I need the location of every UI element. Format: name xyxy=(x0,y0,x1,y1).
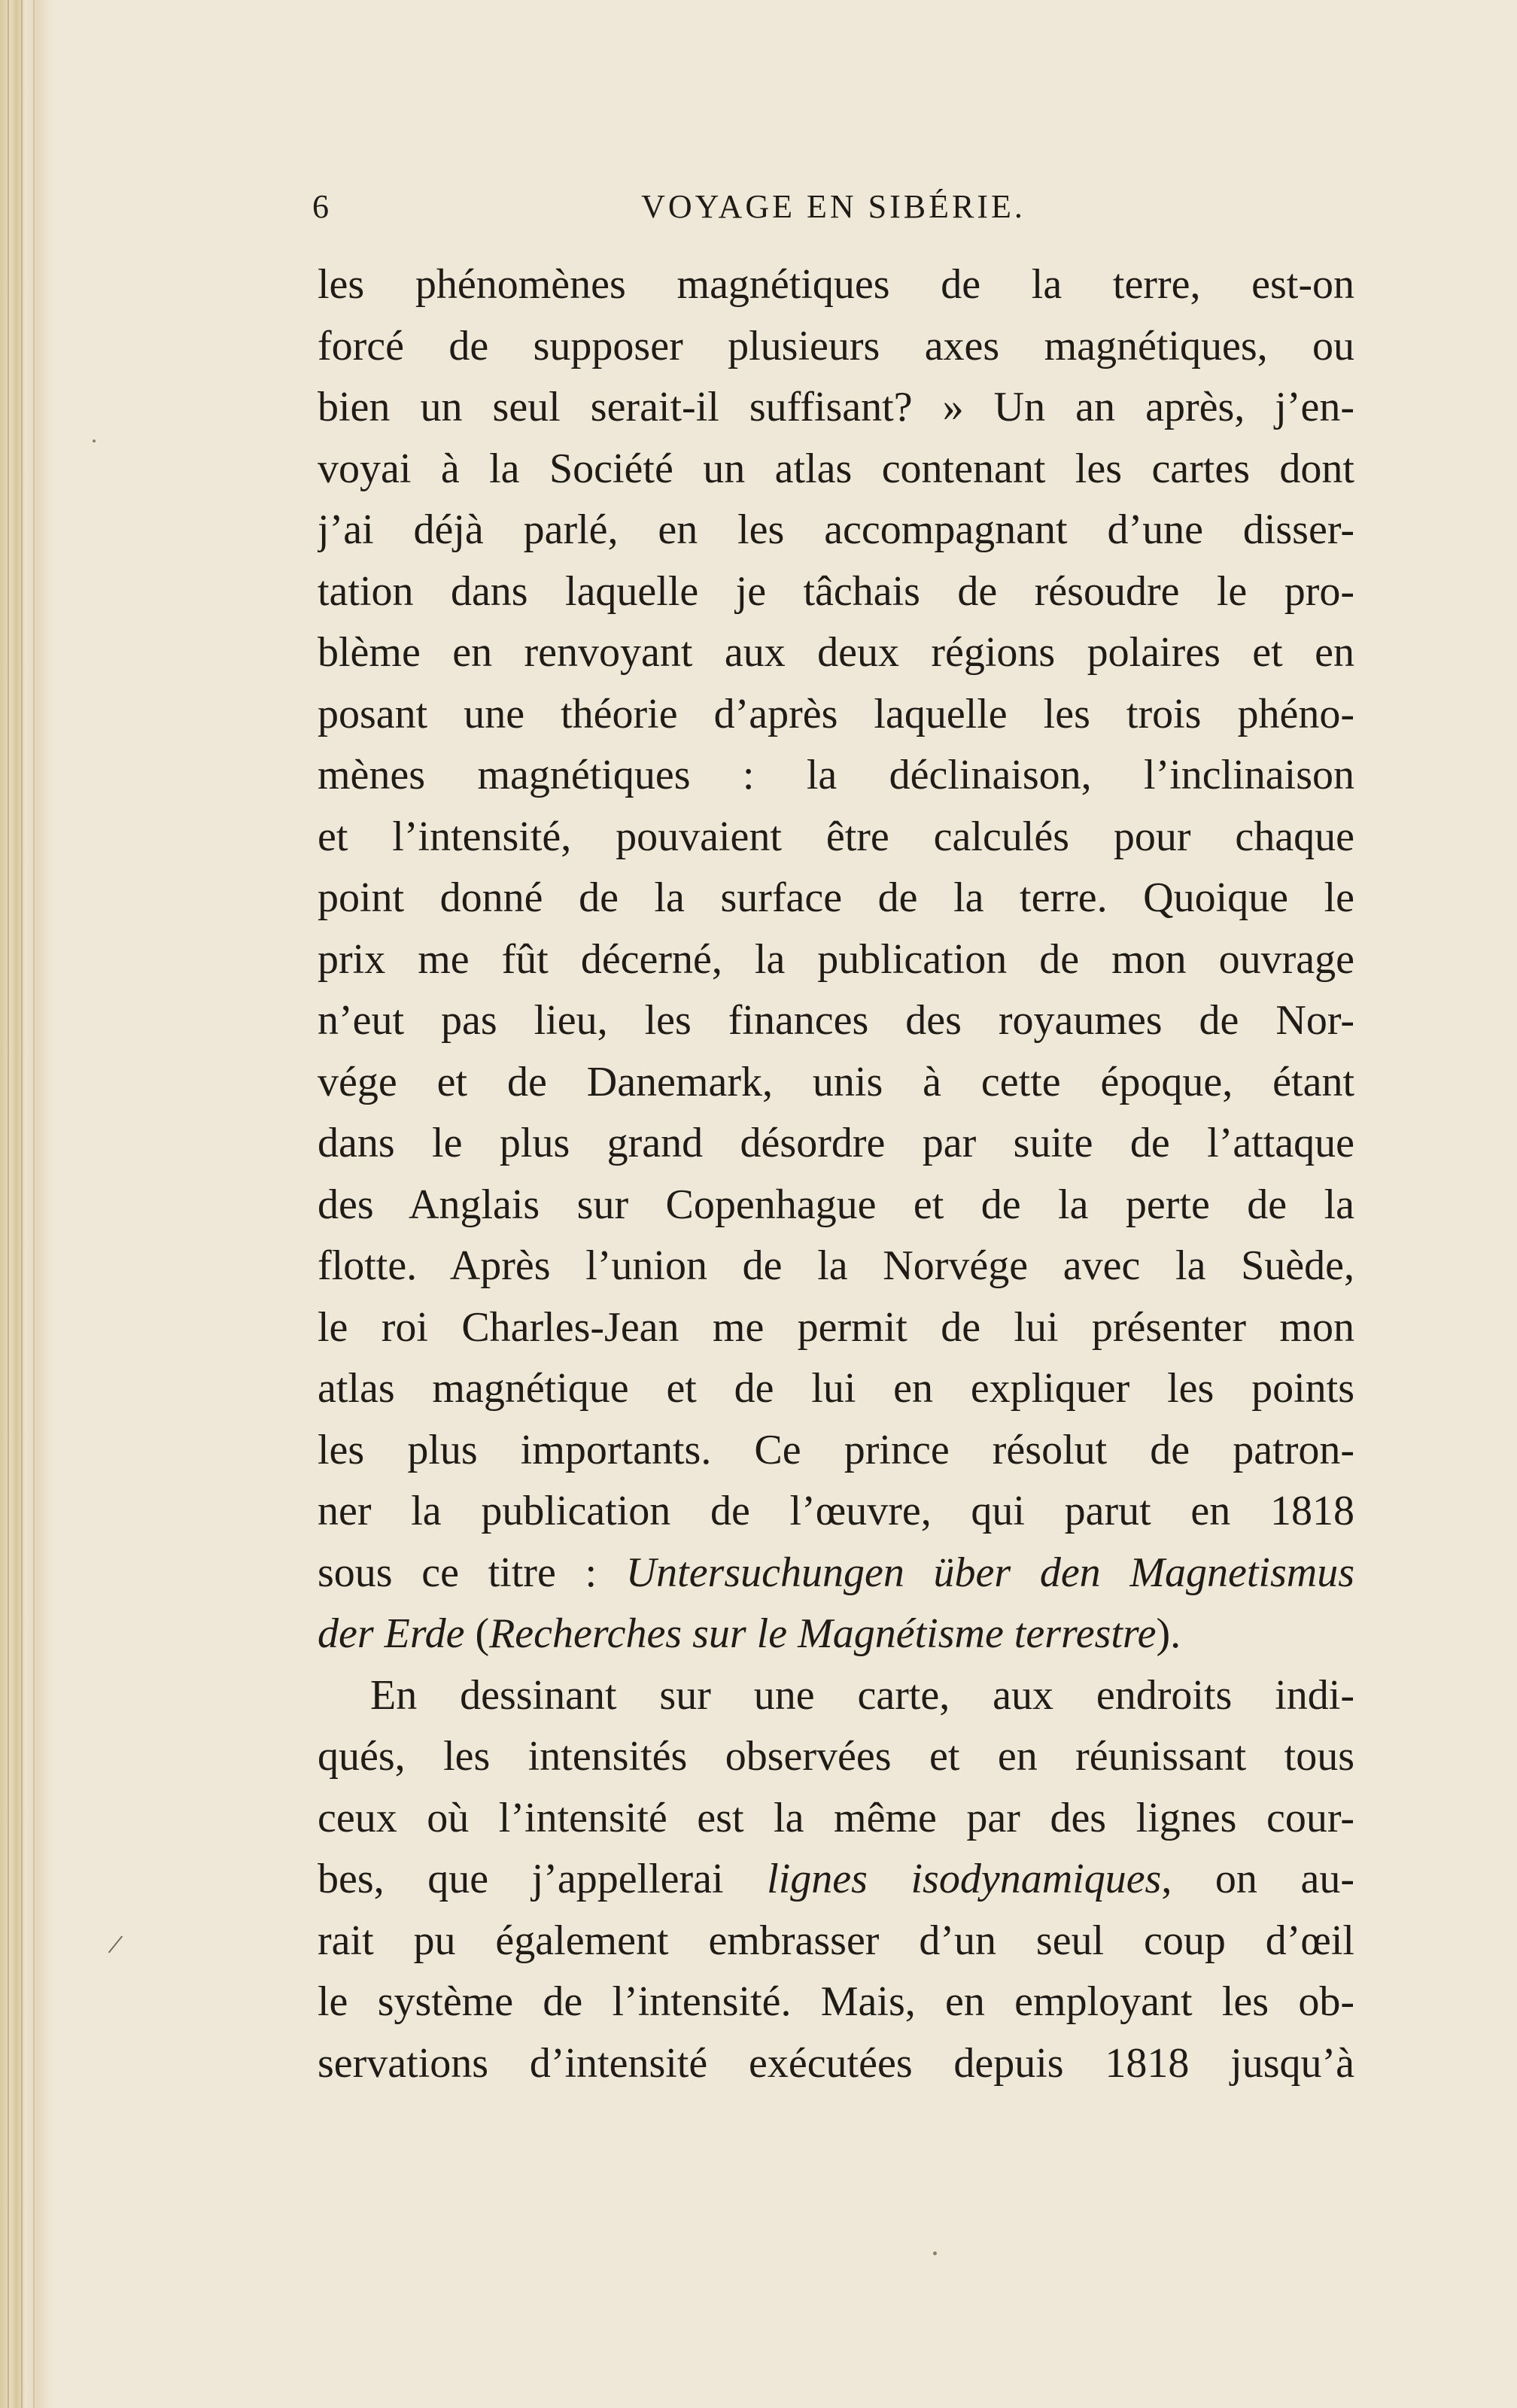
italic-term: lignes isodynamiques xyxy=(767,1856,1162,1902)
text-line: posant une théorie d’après laquelle les trois phéno- xyxy=(318,690,1354,737)
text-line xyxy=(318,1543,1354,1604)
italic-title-german: Untersuchungen über den Magnetismus xyxy=(625,1549,1354,1596)
text-line: les phénomènes magnétiques de la terre, est-on xyxy=(318,261,1354,308)
text-line: ner la publication de l’œuvre, qui parut en 1818 xyxy=(318,1488,1354,1534)
text-line: le roi Charles-Jean me permit de lui présenter mon xyxy=(318,1303,1354,1351)
text-line: forcé de supposer plusieurs axes magnétiques, ou xyxy=(318,322,1354,369)
text-line: n’eut pas lieu, les finances des royaumes de Nor- xyxy=(318,997,1354,1044)
text-line: j’ai déjà parlé, en les accompagnant d’une disser- xyxy=(318,506,1354,553)
text-line: point donné de la surface de la terre. Quoique le xyxy=(318,874,1354,921)
text-line: flotte. Après l’union de la Norvége avec la Suède, xyxy=(318,1242,1354,1289)
paper-speck xyxy=(93,439,96,442)
text-run: bes, que j’appellerai xyxy=(318,1856,768,1902)
gutter-edge-line xyxy=(33,0,35,2408)
text-line: prix me fût décerné, la publication de mon ouvrage xyxy=(318,935,1354,983)
text-line: ceux où l’intensité est la même par des lignes cour- xyxy=(318,1794,1354,1841)
gutter-edge-line xyxy=(21,0,23,2408)
running-title: VOYAGE EN SIBÉRIE. xyxy=(641,188,1026,225)
italic-title-french: Recherches sur le Magnétisme terrestre xyxy=(489,1610,1157,1657)
italic-title-german: der Erde xyxy=(318,1610,465,1657)
text-run: sous ce titre : xyxy=(318,1549,626,1596)
text-line: bien un seul serait-il suffisant? » Un an après, j’en- xyxy=(318,384,1354,430)
text-line: servations d’intensité exécutées depuis 1818 jusqu’à xyxy=(318,2039,1354,2087)
page-header xyxy=(312,181,1354,233)
text-line: le système de l’intensité. Mais, en employant les ob- xyxy=(318,1978,1354,2025)
text-line: tation dans laquelle je tâchais de résoudre le pro- xyxy=(318,567,1354,615)
text-run: , on au- xyxy=(1161,1856,1354,1902)
text-line xyxy=(318,1849,1354,1911)
body-text xyxy=(318,254,1354,2094)
page-number: 6 xyxy=(312,188,329,225)
text-line: blème en renvoyant aux deux régions polaires et en xyxy=(318,629,1354,676)
pencil-mark: / xyxy=(105,1926,126,1962)
text-line: qués, les intensités observées et en réunissant tous xyxy=(318,1733,1354,1780)
text-line: et l’intensité, pouvaient être calculés pour chaque xyxy=(318,813,1354,860)
text-line: rait pu également embrasser d’un seul coup d’œil xyxy=(318,1917,1354,1964)
text-line: dans le plus grand désordre par suite de l’attaque xyxy=(318,1120,1354,1166)
paper-speck xyxy=(933,2251,937,2255)
text-line: vége et de Danemark, unis à cette époque, étant xyxy=(318,1058,1354,1105)
text-line: des Anglais sur Copenhague et de la perte de la xyxy=(318,1181,1354,1228)
text-line: mènes magnétiques : la déclinaison, l’inclinaison xyxy=(318,752,1354,798)
paragraph-first-line: En dessinant sur une carte, aux endroits indi- xyxy=(370,1671,1354,1719)
text-line: voyai à la Société un atlas contenant les cartes dont xyxy=(318,445,1354,492)
gutter-edge-line xyxy=(8,0,9,2408)
text-line: les plus importants. Ce prince résolut de patron- xyxy=(318,1426,1354,1473)
text-run: ). xyxy=(1156,1610,1181,1657)
text-line xyxy=(318,1604,1354,1665)
text-line: atlas magnétique et de lui en expliquer les points xyxy=(318,1365,1354,1412)
text-run: ( xyxy=(464,1610,490,1657)
